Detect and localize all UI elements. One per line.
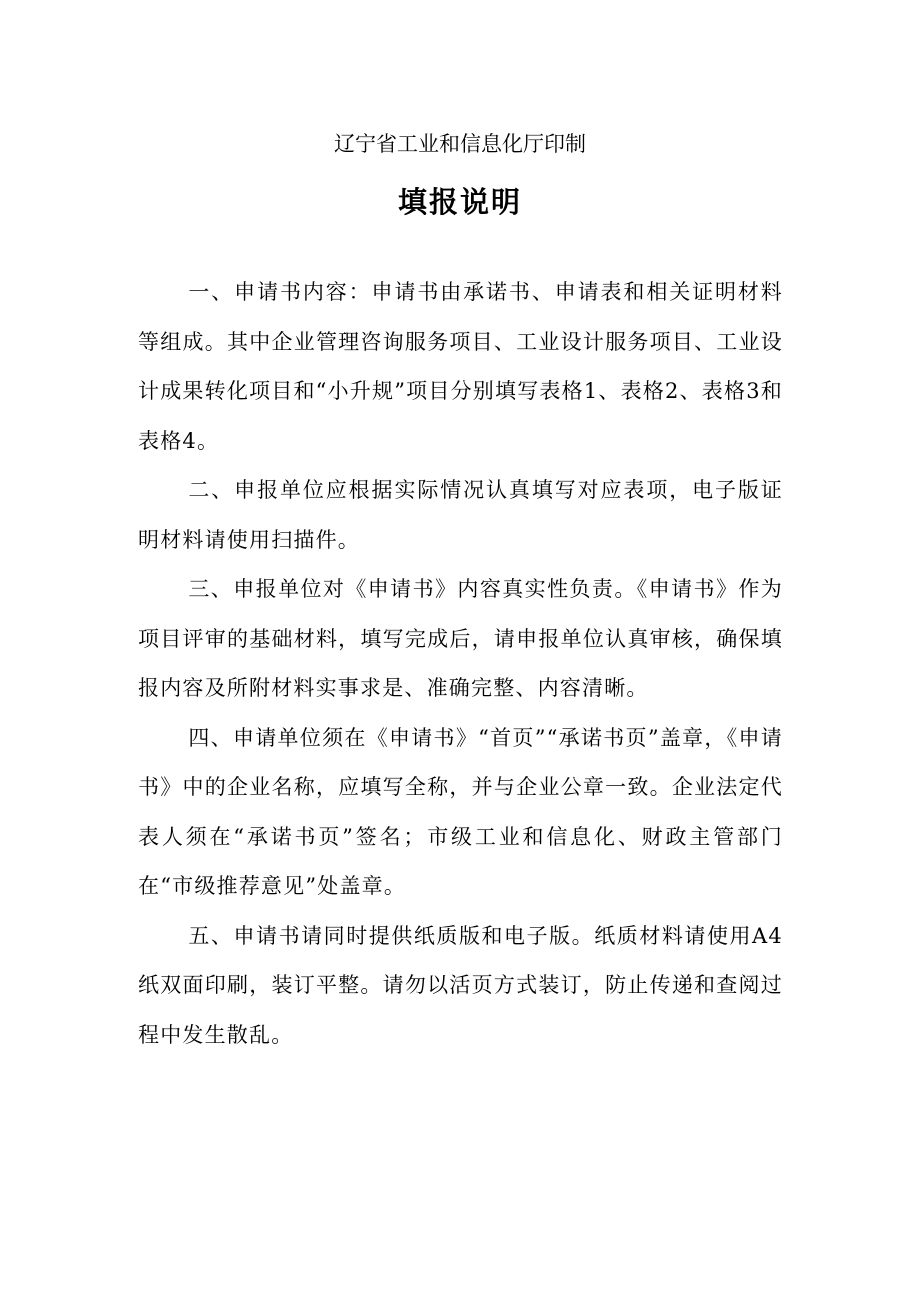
instructions-body (138, 268, 783, 1060)
instruction-paragraph-1: 一、申请书内容：申请书由承诺书、申请表和相关证明材料等组成。其中企业管理咨询服务项目、工业设计服务项目、工业设计成果转化项目和“小升规”项目分别填写表格1、表格2、表格3和表格4。 (138, 280, 783, 453)
page-title: 填报说明 (397, 185, 522, 219)
issuer-line: 辽宁省工业和信息化厅印制 (334, 132, 586, 156)
instruction-paragraph-2: 二、申报单位应根据实际情况认真填写对应表项，电子版证明材料请使用扫描件。 (138, 478, 783, 552)
instruction-paragraph-5: 五、申请书请同时提供纸质版和电子版。纸质材料请使用A4纸双面印刷，装订平整。请勿以活页方式装订，防止传递和查阅过程中发生散乱。 (138, 923, 783, 1047)
instruction-paragraph-3: 三、申报单位对《申请书》内容真实性负责。《申请书》作为项目评审的基础材料，填写完成后，请申报单位认真审核，确保填报内容及所附材料实事求是、准确完整、内容清晰。 (138, 577, 783, 700)
instruction-paragraph-4: 四、申请单位须在《申请书》“首页”“承诺书页”盖章，《申请书》中的企业名称，应填写全称，并与企业公章一致。企业法定代表人须在“承诺书页”签名；市级工业和信息化、财政主管部门在“市级推荐意见”处盖章。 (138, 725, 783, 898)
